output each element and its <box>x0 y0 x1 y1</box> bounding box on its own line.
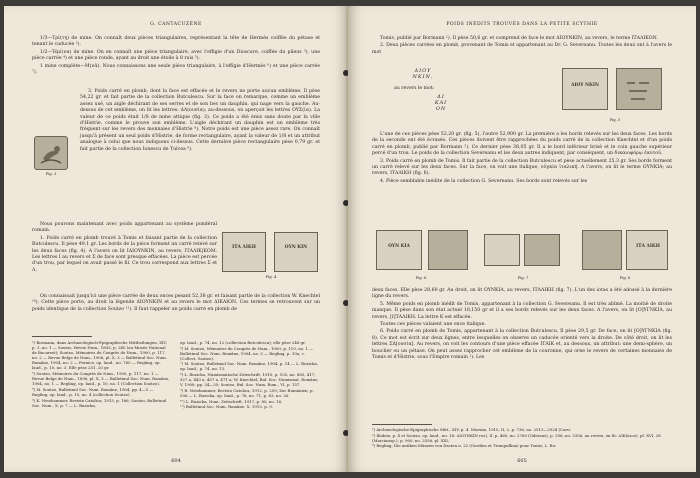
right-page <box>348 6 696 472</box>
right-text-top <box>372 36 672 57</box>
paragraph: L'une de ces pièces pèse 52,20 gr. (fig. 5), l'autre 52,900 gr. La première a les bords relevés sur les deux faces. Les bords de la seconde ont été écrasés. Ces pièces doivent être rapprochées du poids carré de la collection Knechtel et d'un poids carré en plomb, publié par Bormann ²). Ce dernier pèse 38,05 gr. Il a le bord inférieur brisé et le coin gauche supérieur percé d'un trou. Le poids de la collection Severeanu et les deux autres indiquent, par conséquent, un δικαιοφόρῳ ἑαυτοῦ. <box>372 132 672 157</box>
footnote: ⁵) K. Netzhammer, Revista Catolica, 1913, p. 166; Soutzo, Bulletinul Soc. Num., X, p. 7 — L. Ruzicka, <box>32 397 167 408</box>
footnote: ²) Ibidem, p. 4 et Soutzo, op. laud., no. 16: ΔΙΟΥΝΚΙΝ ros), II, p. 460, no. 2760 (Odessus), p. 356, no. 3356, au revers, on lit: ΔΙΚ(αιον). pl. XVI, 28 (Marcianop.); p. 900, no. 3556, pl. XXI, <box>372 432 661 443</box>
figures-6-7-8 <box>372 228 672 286</box>
weight-image-fig6-reverse <box>428 230 468 270</box>
footnote-rule <box>32 336 92 337</box>
weight-reverse-image <box>616 68 662 110</box>
weight-image-fig8-reverse <box>626 230 668 270</box>
footnote: ¹) Archaeologische-Epigraphische Mitt., XIV, p. 4. Mursim, 1910, II, 2, p. 736, no. 2913—2924 (Caru- <box>372 427 572 432</box>
figure-5 <box>560 68 670 128</box>
figure-3 <box>32 134 72 174</box>
left-text-fig4-wrap <box>32 222 217 275</box>
weight-image-fig6 <box>376 230 422 270</box>
left-text-bottom <box>32 294 320 314</box>
eagle-dolphin-icon <box>35 137 67 169</box>
figure-caption: Fig. 5 <box>609 118 621 122</box>
paragraph: 3. Poids carré en plomb de Tomis. Il fait partie de la collection Butculescu et pèse actuellement 25,3 gr. Ses bords forment un carré relevé sur les deux faces. Sur la face, on voit une italique, οὐγκία ἰταλική. A l'avers, on lit le terme ΟΥΝΚΙΑ; au revers, ΙΤΑΛΙΚΗ (fig. 6). <box>372 158 672 177</box>
footnote: ⁸) L. Ruzicka, Numismatische Zeitschrift, 1915, p. 105, no. 865, 417, 927 a, 443 a, 457 a, 471 a; W. Knechtel, Bul. Soc. Numismat. Române, V, 1908, pp. 34—35; Soutzo, Bul. Soc. Num. Rom., VI, p. 157. <box>180 372 319 388</box>
weight-image-fig8 <box>582 230 622 270</box>
left-text-fig3-wrap <box>80 89 320 154</box>
inscription-text: ΟΥΝ ΚΙΝ <box>284 245 308 250</box>
paragraph: deux faces. Elle pèse 28,60 gr. Au droit, on lit ΟΥΝΚΙΑ, au revers, ΙΤΑΛΙΚΗ (fig. 7). L'un des iotas a été adossé à la dernière ligne du revers. <box>372 288 672 300</box>
footnotes-right-column <box>180 340 320 410</box>
paragraph: Toutes ces pièces valaient une once italique. <box>380 322 486 328</box>
paragraph: 6. Poids carré en plomb de Tomis, appartenant à la collection Butculescu. Il pèse 29,5 gr. De face, on lit [Ο]ΥΓΝΚΙΑ (fig. 8). Ce mot est écrit sur deux lignes, entre lesquelles on observe un caducée orienté vers la droite. De côté droit, on lit les lettres ΣΔ[ουσία]. Au revers, on voit les contours d'une pièce effacée ΙΤΑΙΚ et, au dessous, un attribut: une demi-sphère, un bouclier ou un pétase. On peut assez rapprocher cet emblème de la couronne, qui orne le revers de certaines monnaies de Tomis et d'Histrie, sous l'Empire romain ¹). Les <box>372 329 672 361</box>
figure-caption: Fig. 3 <box>45 172 57 176</box>
footnote: ¹¹) Bulletinul Soc. Num. Române, X, 1913, p. 9. <box>180 404 273 410</box>
left-text-top <box>32 36 320 77</box>
footnote: ⁷) M. Soutzo, Bulletinul Soc. Num. Române, 1904, p. 14 — L. Ruzicka, op. laud., p. 74, no. 13. <box>180 361 318 372</box>
footnote: ⁹) R. Netzhammer, Revista Catolica, 1912, p. 259; Zur Rumänien, p. 506 — L. Ruzicka, op. laud., p. 76, no. 71, p. 63, no. 26. <box>180 387 314 398</box>
inscription-text: ΙΤΑ ΛΙΚΗ <box>232 245 256 250</box>
right-text-bottom <box>372 288 672 362</box>
footnote: ¹⁰) L. Ruzicka, Num. Zeitschrift, 1917, p. 80, no. 16. <box>180 398 283 404</box>
figure-caption: Fig. 4 <box>265 275 277 279</box>
running-head-right: POIDS INÉDITS TROUVÉS DANS LA PETITE SCYTHIE <box>446 22 598 27</box>
weight-obverse-image <box>562 68 608 110</box>
inscription-text: ΔΙΟΥ ΝΚΙΝ <box>571 83 599 88</box>
footnotes-right-page <box>372 427 672 449</box>
eroded-inscription-icon <box>617 69 661 109</box>
footnote: ³) Regling, Die antiken Münzen von Dacien u. 22 (Gordien et Tranquillina) pour Tomis; L. Ru- <box>372 443 557 449</box>
inscription-text: ΟΥΝ ΚΙΑ <box>388 244 410 249</box>
figure-4 <box>222 232 322 280</box>
paragraph: 4. Pièce semblable inédite de la collection G. Severeanu. Ses bords sont relevés sur les <box>380 178 588 184</box>
inscription-text: ΙΤΑ ΛΙΚΗ <box>636 244 660 249</box>
footnote-rule <box>372 424 432 425</box>
figure-caption: Fig. 6 <box>415 276 427 280</box>
footnote: ²) Bormann, dans Archaeologisch-Epigraphische Mittheilungen, XIV, p. 1, no. 1 — Soutzo, Revue Num., 1893, p. 240 (au Musée National de Bucarest); Soutzo, Mémoires du Congrès de Num., 1900, p. 117, no. 2 — Revue Belge de Num., 1906, pl. X, 3 — Bulletinul Soc. Num. Române, 1904, no. 2 — Pernice, op. laud., no. 760 — Regling, op. laud., p. 10, no. 3. Elle pèse 251, 20 gr. <box>32 340 167 371</box>
footnote: op. laud., p. 74, no. 12 (collection Butculescu); elle pèse 248 gr. <box>180 340 306 345</box>
figure-caption: Fig. 7 <box>517 276 529 280</box>
page-number-left: 604 <box>171 458 181 464</box>
right-text-middle <box>372 132 672 186</box>
paragraph: 1. Poids carré en plomb trouvé à Tomis et faisant partie de la collection Butculescu. Il pèse 49,1 gr. Les bords de la pièce forment un carré relevé sur les deux faces (fig. 4). A l'avers on lit ΙΔΙΟΥΝΚΙΝ, au revers, ΙΤΑΛΙΚ|ΚΟΜ. Les lettres Ι au revers et Σ de face sont presque effacées. La pièce est percée d'un trou, par lequel on avait passé le fil. Ce trou correspond aux lettres Σ et Λ. <box>32 235 217 273</box>
weight-image <box>34 136 68 170</box>
footnote: ³) Soutzo, Mémoires du Congrès de Num., 1900, p. 117, no. 1 — Revue Belge de Num., 1896, pl. X, 3 — Bulletinul Soc. Num. Române, 1904, no. 1 — Regling, op. laud., p. 10, no. 1 (Collection Soutzo). <box>32 371 170 387</box>
paragraph: 5. Même poids en plomb inédit de Tomis, appartenant à la collection G. Severeanu. Il est très abîmé. La moitié de droite manque. Il pèse dans son état actuel 18,150 gr et il a ses bords relevés sur les deux faces. A l'avers, on lit [Ο]ΥΓΝΚΙΑ, au revers, [Ι]ΤΑΛΙΚΗ. La lettre K est effacée. <box>372 301 672 320</box>
weight-image-fig7 <box>484 234 520 266</box>
paragraph: 3. Poids carré en plomb, dont la face est effacée et le revers ne porte aucun emblème. Il pèse 54,22 gr. et fait partie de la collection Butculescu. Sur la face on remarque, comme un emblème assez usé, un aigle déchirant de ses serres et de son bec un dauphin, qui nage vers la gauche. Au-dessus de cet emblème, on lit les lettres: ΔΛ(ουσία); au-dessous, on aperçoit les lettres ΟΥΣ(ία). La valeur de ce poids était 1/8 de mine attique (fig. 3). Ce poids a été émis sans doute par la ville d'Histrie, comme le prouve son emblème. L'aigle déchirant un dauphin est un emblème très fréquent sur les revers des monnaies d'Histrie ⁸). Notre poids est une pièce assez rare. On connaît jusqu'à présent un seul poids d'Histrie, de forme rectangulaire, ayant la valeur de 1/8 et un attribut analogue à celui que nous indiquons ci-dessus. Cette dernière pièce rectangulaire pèse 0,79 gr. et fait partie de la collection Ionescu de Tulcea ⁹). <box>80 89 320 152</box>
paragraph: 1/2—Ἡμί(να) de mine. On en connaît une pièce triangulaire, avec l'effigie d'un Dioscure, coiffée du pileus ³), une pièce carrée ⁴) et une pièce ronde, ayant au droit une étoile à 8 rais ⁵). <box>32 49 320 62</box>
page-number-right: 605 <box>517 458 527 464</box>
paragraph: 1/3—Tρί(τη) de mine. On connaît deux pièces triangulaires, représentant la tête de Hermès coiffée du pétase et tenant le caducée ²). <box>32 36 320 48</box>
paragraph: Nous pouvons maintenant avec poids appartenant au système pondéral romain. <box>32 222 217 234</box>
footnote: ⁶) M. Soutzo, Mémoires du Congrès de Num., 1900, p. 119, no. 1 — Bulletinul Soc. Num. Române, 1904, no. 5 — Regling, p. 10a, c. (Collect. Soutzo). <box>180 345 314 361</box>
paragraph: 2. Deux pièces carrées en plomb, provenant de Tomis et appartenant au Dr. G. Severeanu. Toutes les deux ont à l'avers le mot <box>372 43 672 55</box>
figure-caption: Fig. 8 <box>619 276 631 280</box>
footnotes-left-column <box>32 340 170 408</box>
inscription-reverse: ΔΙ ΚΑΙ ΟΝ <box>434 94 448 112</box>
weight-obverse-image <box>222 232 266 272</box>
paragraph: 1 mine complète—Μ(νᾶ). Nous connaissons une seule pièce triangulaire, à l'effigie d'Hermès ⁶) et une pièce carrée ⁷). <box>32 63 320 76</box>
weight-image-fig7-reverse <box>524 234 560 266</box>
inscription-obverse: ΔΙΟΥ ΝΚΙΝ, <box>412 68 434 80</box>
footnote: ⁴) M. Soutzo, Bulletinul Soc. Num. Române, 1904, pp. 4—5 — Regling, op. laud., p. 10, no. 4 (collection Soutzo). <box>32 386 154 397</box>
left-page <box>4 6 348 472</box>
paragraph: Tomis, publié par Bormann ¹). Il pèse 50,6 gr. et comprend de face le mot ΔΙΟΥΝΚΙΝ, au revers, le terme ΙΤΑΛΙΚΟΝ. <box>380 36 659 41</box>
inscription-reverse-label: au revers le mot: <box>394 86 435 91</box>
paragraph: On connaissait jusqu'ici une pièce carrée de deux onces pesant 52,38 gr. et faisant partie de la collection W. Knechtel ¹⁰). Cette pièce porte, au droit la légende ΔΙΟΥΝΚΙΝ et au revers le mot ΔΙΚΑΙΟΝ. Ces termes se retrouvent sur un poids identique de la collection Soutzo ¹¹). Il faut rappeler un poids carré en plomb de <box>32 294 320 312</box>
weight-reverse-image <box>274 232 318 272</box>
running-head-left: G. CANTACUZÈNE <box>150 22 202 27</box>
